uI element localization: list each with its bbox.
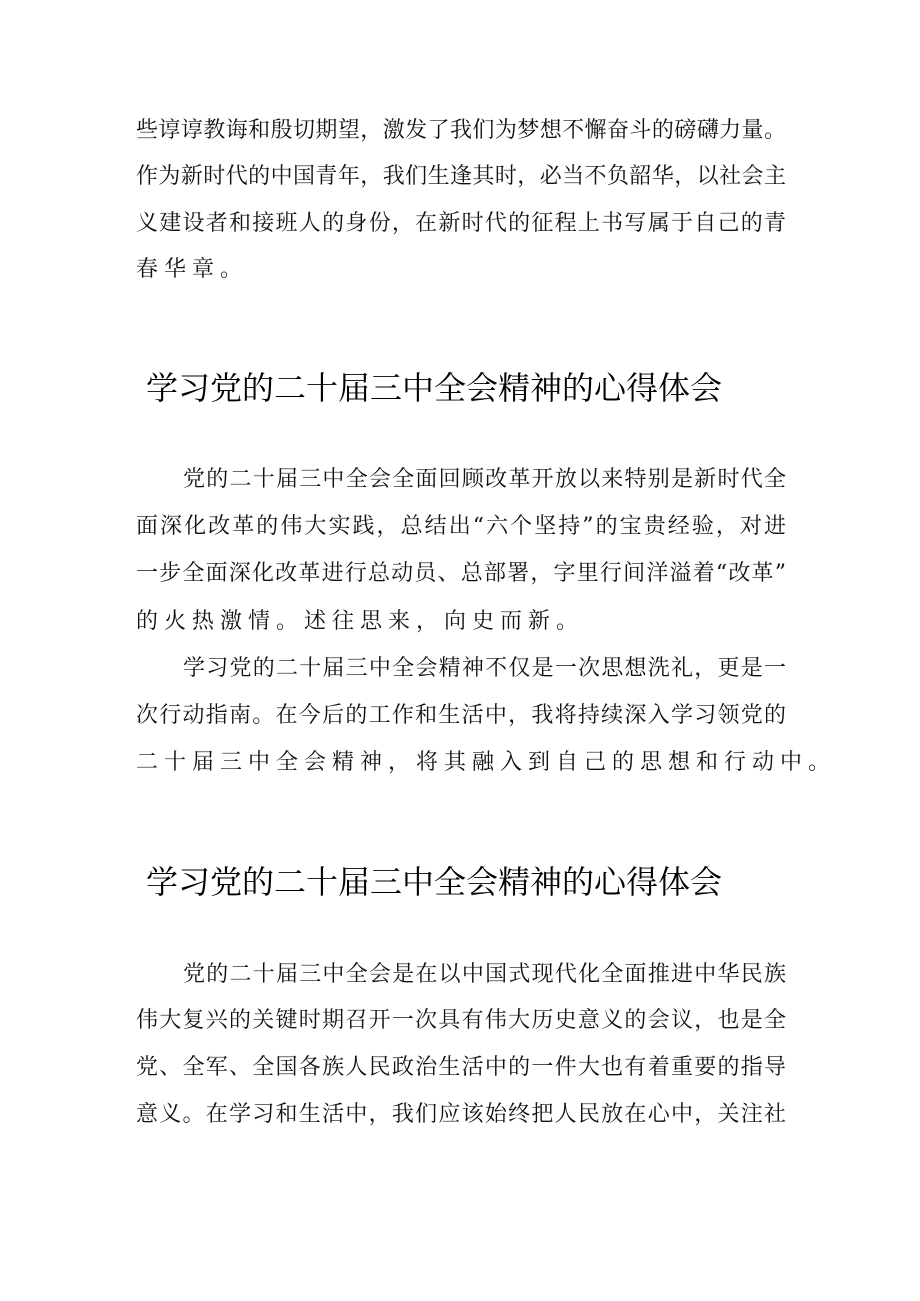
section-1-para-2-line-1: 学习党的二十届三中全会精神不仅是一次思想洗礼，更是一 (183, 656, 786, 681)
section-1-title: 学习党的二十届三中全会精神的心得体会 (146, 369, 723, 407)
section-1-para-1-line-2: 面深化改革的伟大实践，总结出“六个坚持”的宝贵经验，对进 (136, 514, 786, 539)
section-1-para-1-line-4: 的火热激情。述往思来，向史而新。 (136, 609, 585, 634)
section-2-para-1-line-1: 党的二十届三中全会是在以中国式现代化全面推进中华民族 (183, 962, 786, 987)
section-2-para-1-line-2: 伟大复兴的关键时期召开一次具有伟大历史意义的会议，也是全 (136, 1008, 786, 1033)
section-2-para-1-line-4: 意义。在学习和生活中，我们应该始终把人民放在心中，关注社 (136, 1102, 786, 1127)
intro-line-4: 春华章。 (136, 257, 249, 282)
section-1-para-2-line-3: 二十届三中全会精神，将其融入到自己的思想和行动中。 (136, 750, 837, 775)
section-2-title: 学习党的二十届三中全会精神的心得体会 (146, 863, 723, 901)
intro-line-2: 作为新时代的中国青年，我们生逢其时，必当不负韶华，以社会主 (136, 164, 786, 189)
section-1-para-2-line-2: 次行动指南。在今后的工作和生活中，我将持续深入学习领党的 (136, 703, 786, 728)
intro-line-1: 些谆谆教诲和殷切期望，激发了我们为梦想不懈奋斗的磅礴力量。 (136, 118, 786, 143)
section-2-para-1-line-3: 党、全军、全国各族人民政治生活中的一件大也有着重要的指导 (136, 1055, 786, 1080)
section-1-para-1-line-1: 党的二十届三中全会全面回顾改革开放以来特别是新时代全 (183, 467, 786, 492)
section-1-para-1-line-3: 一步全面深化改革进行总动员、总部署，字里行间洋溢着“改革” (136, 561, 786, 586)
intro-line-3: 义建设者和接班人的身份，在新时代的征程上书写属于自己的青 (136, 211, 786, 236)
